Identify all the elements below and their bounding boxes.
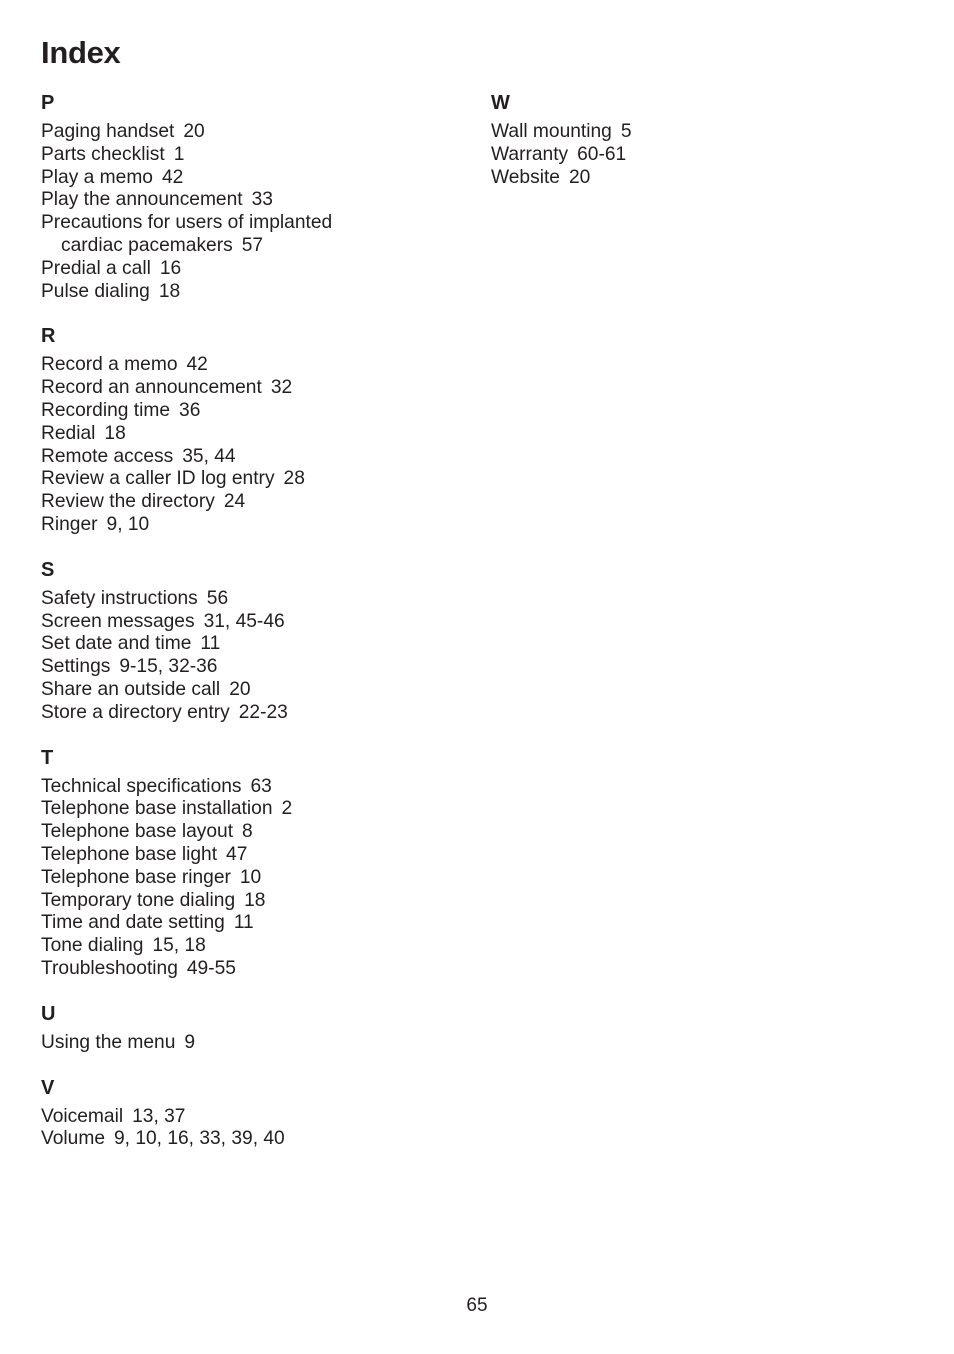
index-pages: 11 <box>200 633 221 655</box>
index-entry <box>41 588 461 611</box>
index-entry <box>491 167 911 190</box>
index-term: Time and date setting <box>41 912 225 934</box>
index-pages: 11 <box>233 912 254 934</box>
index-pages: 35, 44 <box>182 445 236 467</box>
section-letter: T <box>41 746 54 769</box>
index-entry <box>41 446 461 469</box>
index-term: Review the directory <box>41 491 215 513</box>
section-letter: W <box>491 92 510 114</box>
index-pages: 13, 37 <box>132 1105 186 1127</box>
index-pages: 5 <box>620 121 632 142</box>
index-term: Wall mounting <box>491 121 612 142</box>
index-pages: 33 <box>251 189 273 211</box>
index-entry <box>41 212 461 235</box>
index-entry <box>41 776 461 799</box>
section-letter: S <box>41 558 55 581</box>
index-term: Remote access <box>41 445 174 467</box>
index-term: Telephone base installation <box>41 798 273 820</box>
index-term: Play a memo <box>41 166 153 188</box>
index-term: Set date and time <box>41 633 192 655</box>
index-pages: 20 <box>183 121 205 142</box>
index-term: Screen messages <box>41 610 195 632</box>
index-pages: 16 <box>159 257 182 279</box>
index-entry <box>41 890 461 913</box>
index-pages: 36 <box>179 399 201 421</box>
index-entry <box>41 633 461 656</box>
index-entry <box>491 144 911 167</box>
index-entry <box>41 679 461 702</box>
index-pages: 42 <box>161 166 184 188</box>
index-term: Warranty <box>491 143 569 165</box>
index-term: Paging handset <box>41 121 175 142</box>
index-section-r <box>41 323 461 536</box>
section-letter: R <box>41 325 56 348</box>
page-number: 65 <box>466 1295 488 1316</box>
index-term: Recording time <box>41 399 171 421</box>
index-entry <box>41 400 461 423</box>
index-pages: 18 <box>158 280 181 302</box>
index-pages: 28 <box>283 468 305 490</box>
index-term: Precautions for users of implanted <box>41 212 333 234</box>
index-entry <box>41 468 461 491</box>
index-term: Voicemail <box>41 1105 124 1127</box>
index-entry <box>41 844 461 867</box>
index-pages: 10 <box>239 866 262 888</box>
index-entry <box>41 377 461 400</box>
index-entry <box>41 121 461 144</box>
index-pages: 47 <box>226 843 248 865</box>
index-pages: 49-55 <box>186 957 236 979</box>
index-pages: 20 <box>568 166 591 188</box>
index-entry <box>41 354 461 377</box>
index-term: Technical specifications <box>41 775 242 797</box>
index-entry <box>41 821 461 844</box>
index-term: Ringer <box>41 513 98 535</box>
index-entry <box>41 958 461 981</box>
index-entry <box>41 656 461 679</box>
index-entry <box>41 702 461 725</box>
index-entry <box>41 1106 461 1129</box>
index-term: Telephone base layout <box>41 821 234 843</box>
index-entry <box>41 867 461 890</box>
index-entry <box>41 144 461 167</box>
index-pages: 24 <box>223 491 246 513</box>
index-term: Record a memo <box>41 354 178 376</box>
index-section-s <box>41 557 461 725</box>
index-entry <box>41 423 461 446</box>
index-pages: 9, 10 <box>106 513 150 535</box>
index-entry-continuation <box>41 235 461 258</box>
index-pages: 31, 45-46 <box>203 610 285 632</box>
index-pages: 63 <box>250 775 272 797</box>
index-pages: 8 <box>242 821 253 843</box>
index-term-continuation: cardiac pacemakers <box>61 234 233 256</box>
index-term: Temporary tone dialing <box>41 889 236 911</box>
index-term: Share an outside call <box>41 678 221 700</box>
index-term: Record an announcement <box>41 377 262 399</box>
index-term: Volume <box>41 1128 105 1150</box>
index-term: Troubleshooting <box>41 957 178 979</box>
section-letter: U <box>41 1002 56 1025</box>
index-term: Telephone base light <box>41 843 218 865</box>
index-pages: 9, 10, 16, 33, 39, 40 <box>114 1128 285 1150</box>
index-pages: 42 <box>186 354 208 376</box>
index-entry <box>41 912 461 935</box>
index-term: Predial a call <box>41 257 151 279</box>
index-term: Redial <box>41 422 96 444</box>
index-entry <box>41 258 461 281</box>
index-term: Pulse dialing <box>41 280 150 302</box>
index-pages: 57 <box>241 234 264 256</box>
index-pages: 20 <box>229 678 251 700</box>
section-letter: V <box>41 1076 55 1099</box>
index-entry <box>41 798 461 821</box>
index-term: Telephone base ringer <box>41 866 231 888</box>
index-term: Review a caller ID log entry <box>41 468 275 490</box>
index-pages: 18 <box>104 422 126 444</box>
index-entry <box>41 1128 461 1151</box>
index-pages: 9-15, 32-36 <box>119 656 218 678</box>
index-section-p <box>41 90 461 303</box>
index-entry <box>41 491 461 514</box>
index-entry <box>41 935 461 958</box>
index-term: Tone dialing <box>41 935 144 957</box>
index-section-t <box>41 745 461 981</box>
index-column-left <box>41 90 461 1171</box>
index-pages: 32 <box>270 377 293 399</box>
index-pages: 22-23 <box>238 701 288 723</box>
index-term: Store a directory entry <box>41 701 230 723</box>
index-entry <box>41 189 461 212</box>
index-entry <box>41 514 461 537</box>
index-entry <box>41 281 461 304</box>
index-column-right <box>491 90 911 209</box>
index-term: Parts checklist <box>41 143 165 165</box>
index-pages: 15, 18 <box>152 935 206 957</box>
index-section-v <box>41 1075 461 1152</box>
page-title: Index <box>41 35 121 70</box>
index-pages: 9 <box>184 1031 196 1053</box>
index-pages: 18 <box>244 889 266 911</box>
index-pages: 60-61 <box>577 143 627 165</box>
index-pages: 2 <box>281 798 293 820</box>
index-term: Settings <box>41 656 111 678</box>
section-letter: P <box>41 92 55 114</box>
index-entry <box>41 1032 461 1055</box>
index-term: Website <box>491 166 560 188</box>
index-term: Play the announcement <box>41 189 243 211</box>
index-term: Safety instructions <box>41 587 198 609</box>
index-pages: 1 <box>173 143 185 165</box>
index-section-w <box>491 90 911 189</box>
index-pages: 56 <box>206 587 229 609</box>
index-term: Using the menu <box>41 1031 176 1053</box>
index-entry <box>491 121 911 144</box>
index-entry <box>41 611 461 634</box>
index-section-u <box>41 1001 461 1055</box>
index-entry <box>41 167 461 190</box>
